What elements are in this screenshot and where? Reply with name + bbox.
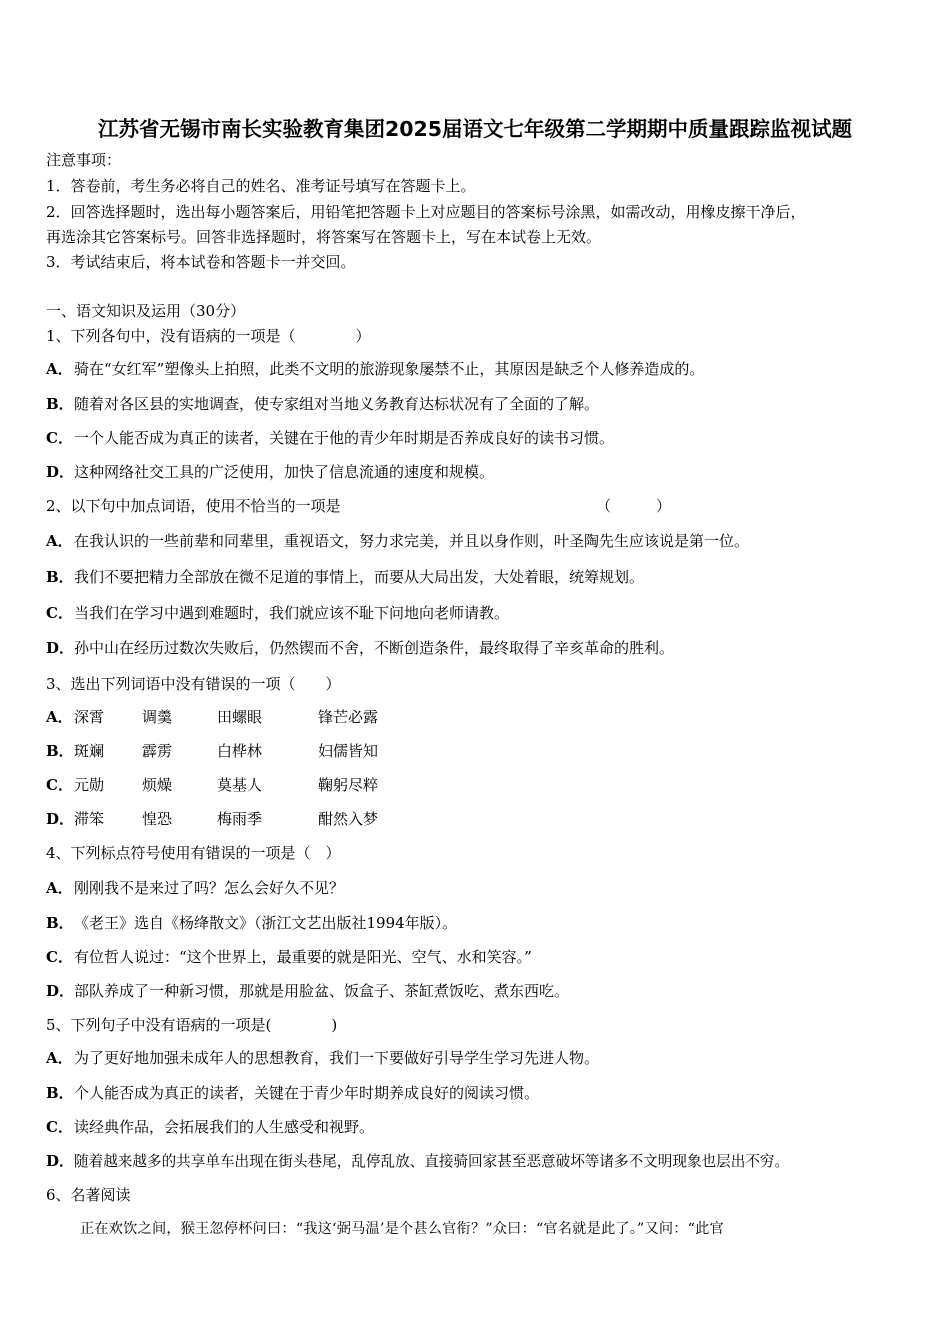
q2-stem: 2、以下句中加点词语，使用不恰当的一项是 [46,497,341,515]
option-text: 有位哲人说过：“这个世界上，最重要的就是阳光、空气、水和笑容。” [74,948,532,966]
q3-stem: 3、选出下列词语中没有错误的一项（ ） [46,675,341,693]
q2-answer-paren: （ ） [596,497,672,515]
q4-option-d [46,981,569,1001]
option-letter: B． [46,395,74,413]
option-letter: C． [46,948,73,966]
q3-row-a-word-4: 锋芒必露 [318,708,379,726]
option-letter: C． [46,429,73,447]
q3-row-d-word-1: 滞笨 [74,810,105,828]
q4-option-a [46,878,344,898]
q2-option-b [46,567,644,587]
notice-item-1: 1．答卷前，考生务必将自己的姓名、准考证号填写在答题卡上。 [46,177,476,195]
q1-option-a [46,359,704,379]
option-text: 我们不要把精力全部放在微不足道的事情上，而要从大局出发，大处着眼，统筹规划。 [74,568,645,586]
option-letter: D． [46,1152,75,1170]
option-text: 骑在“女红军”塑像头上拍照，此类不文明的旅游现象屡禁不止，其原因是缺乏个人修养造成的。 [74,360,705,378]
option-letter: A． [46,532,73,550]
q6-passage: 正在欢饮之间，猴王忽停杯问曰：“我这‘弼马温’是个甚么官衔？”众曰：“官名就是此了。”又问：“此官 [80,1221,724,1237]
q3-row-b-word-3: 白桦林 [217,742,263,760]
notice-item-2-cont: 再选涂其它答案标号。回答非选择题时，将答案写在答题卡上，写在本试卷上无效。 [46,228,602,246]
option-text: 随着越来越多的共享单车出现在街头巷尾，乱停乱放、直接骑回家甚至恶意破坏等诸多不文明现象也层出不穷。 [74,1153,790,1170]
option-letter: D． [46,639,75,657]
option-letter: D． [46,982,75,1000]
exam-title: 江苏省无锡市南长实验教育集团2025届语文七年级第二学期期中质量跟踪监视试题 [97,117,853,141]
q5-option-b [46,1083,539,1103]
option-letter: C． [46,1118,73,1136]
option-text: 为了更好地加强未成年人的思想教育，我们一下要做好引导学生学习先进人物。 [74,1049,600,1067]
q3-row-c-word-2: 烦燥 [142,776,173,794]
q3-row-d-word-2: 惶恐 [142,810,173,828]
q5-option-c [46,1117,374,1137]
q1-option-d [46,462,494,482]
q5-option-d [46,1151,789,1172]
option-text: 在我认识的一些前辈和同辈里，重视语文，努力求完美，并且以身作则，叶圣陶先生应该说是第一位。 [74,532,750,550]
option-text: 这种网络社交工具的广泛使用，加快了信息流通的速度和规模。 [74,463,495,481]
q2-option-c [46,603,509,623]
option-text: 刚刚我不是来过了吗？怎么会好久不见？ [74,879,345,897]
option-text: 个人能否成为真正的读者，关键在于青少年时期养成良好的阅读习惯。 [74,1084,540,1102]
q3-row-a-letter: A． [46,708,73,726]
q3-row-c-word-1: 元勋 [74,776,105,794]
q3-row-b-letter: B． [46,742,74,760]
option-text: 随着对各区县的实地调查，使专家组对当地义务教育达标状况有了全面的了解。 [74,395,600,413]
option-text: 当我们在学习中遇到难题时，我们就应该不耻下问地向老师请教。 [74,604,510,622]
q1-stem: 1、下列各句中，没有语病的一项是（ ） [46,327,371,345]
q4-option-b [46,913,457,933]
option-letter: A． [46,1049,73,1067]
q3-row-a-word-3: 田螺眼 [217,708,263,726]
option-text: 孙中山在经历过数次失败后，仍然锲而不舍，不断创造条件，最终取得了辛亥革命的胜利。 [74,639,675,657]
option-letter: A． [46,879,73,897]
q3-row-b-word-1: 斑斓 [74,742,105,760]
option-letter: C． [46,604,73,622]
option-letter: A． [46,360,73,378]
option-text: 部队养成了一种新习惯，那就是用脸盆、饭盒子、茶缸煮饭吃、煮东西吃。 [74,982,570,1000]
option-text: 《老王》选自《杨绛散文》（浙江文艺出版社1994年版）。 [74,914,458,932]
q3-row-d-letter: D． [46,810,75,828]
q2-option-a [46,531,749,551]
notice-heading: 注意事项： [46,151,122,169]
q6-stem: 6、名著阅读 [46,1186,131,1204]
q3-row-a-word-2: 调羹 [142,708,173,726]
q3-row-c-word-4: 鞠躬尽粹 [318,776,379,794]
q1-option-c [46,428,614,448]
q3-row-d-word-4: 酣然入梦 [318,810,379,828]
option-letter: B． [46,1084,74,1102]
notice-item-3: 3．考试结束后，将本试卷和答题卡一并交回。 [46,253,356,271]
q4-option-c [46,947,532,967]
q2-option-d [46,638,674,658]
q3-row-b-word-4: 妇儒皆知 [318,742,379,760]
option-text: 一个人能否成为真正的读者，关键在于他的青少年时期是否养成良好的读书习惯。 [74,429,615,447]
option-letter: B． [46,914,74,932]
q3-row-d-word-3: 梅雨季 [217,810,263,828]
q3-row-b-word-2: 霹雳 [142,742,173,760]
section-heading: 一、语文知识及运用（30分） [46,302,246,320]
q5-stem: 5、下列句子中没有语病的一项是( ) [46,1016,338,1034]
q1-option-b [46,394,599,414]
q3-row-c-word-3: 莫基人 [217,776,263,794]
q3-row-a-word-1: 深霄 [74,708,105,726]
q5-option-a [46,1048,599,1068]
notice-item-2: 2．回答选择题时，选出每小题答案后，用铅笔把答题卡上对应题目的答案标号涂黑，如需改动，用橡皮擦干净后， [46,203,806,221]
option-text: 读经典作品，会拓展我们的人生感受和视野。 [74,1118,375,1136]
q3-row-c-letter: C． [46,776,73,794]
option-letter: B． [46,568,74,586]
option-letter: D． [46,463,75,481]
q4-stem: 4、下列标点符号使用有错误的一项是（ ） [46,844,341,862]
